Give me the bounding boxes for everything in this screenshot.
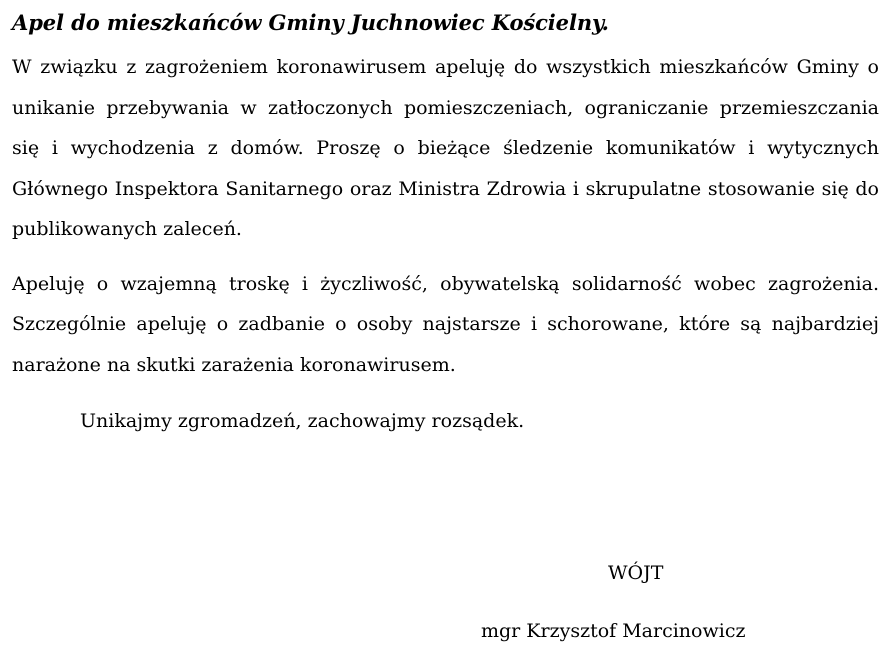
closing-line: Unikajmy zgromadzeń, zachowajmy rozsądek.: [80, 410, 525, 432]
paragraph-appeal-hygiene: W związku z zagrożeniem koronawirusem apeluję do wszystkich mieszkańców Gminy o unikanie przebywania w zatłoczonych pomieszczeniach, ograniczanie przemieszczania się i wychodzenia z domów. Proszę o bieżące śledzenie komunikatów i wytycznych Głównego Inspektora Sanitarnego oraz Ministra Zdrowia i skrupulatne stosowanie się do publikowanych zaleceń.: [12, 56, 879, 240]
signature-name: mgr Krzysztof Marcinowicz: [481, 620, 746, 642]
paragraph-appeal-solidarity: Apeluję o wzajemną troskę i życzliwość, obywatelską solidarność wobec zagrożenia. Szczególnie apeluję o zadbanie o osoby najstarsze i schorowane, które są najbardziej narażone na skutki zarażenia koronawirusem.: [12, 272, 879, 376]
signature-title: WÓJT: [608, 562, 664, 584]
document-body: [12, 8, 879, 441]
document-title: Apel do mieszkańców Gminy Juchnowiec Kościelny.: [12, 10, 609, 35]
